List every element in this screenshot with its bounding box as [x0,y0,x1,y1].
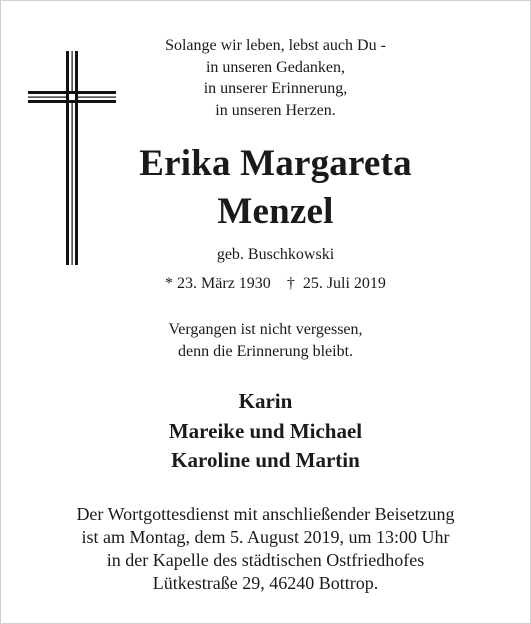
poem-line: in unserer Erinnerung, [203,80,348,97]
service-line: in der Kapelle des städtischen Ostfriedhofes [106,550,425,570]
poem-line: in unseren Gedanken, [205,58,346,76]
memorial-motto [0,319,531,362]
service-line: ist am Montag, dem 5. August 2019, um 13:00 Uhr [81,527,450,547]
deceased-name-line2: Menzel [217,191,334,232]
deceased-name [10,140,531,236]
mourner-entry: Karin [238,389,293,413]
deceased-name-line1: Erika Margareta [139,143,412,184]
mourners-list [0,387,531,476]
life-dates [10,274,531,294]
death-symbol: † [286,275,295,292]
mourner-entry: Karoline und Martin [171,448,360,472]
motto-line: denn die Erinnerung bleibt. [177,342,354,360]
opening-poem [10,35,531,121]
maiden-name: geb. Buschkowski [216,246,335,263]
service-info [0,503,531,595]
death-date: 25. Juli 2019 [302,275,386,292]
mourner-entry: Mareike und Michael [168,418,363,443]
service-line: Der Wortgottesdienst mit anschließender Beisetzung [76,504,455,524]
poem-line: Solange wir leben, lebst auch Du - [165,37,386,54]
birth-date: * 23. März 1930 [165,275,271,292]
motto-line: Vergangen ist nicht vergessen, [168,321,363,338]
poem-line: in unseren Herzen. [215,101,336,119]
service-line: Lütkestraße 29, 46240 Bottrop. [152,573,379,593]
